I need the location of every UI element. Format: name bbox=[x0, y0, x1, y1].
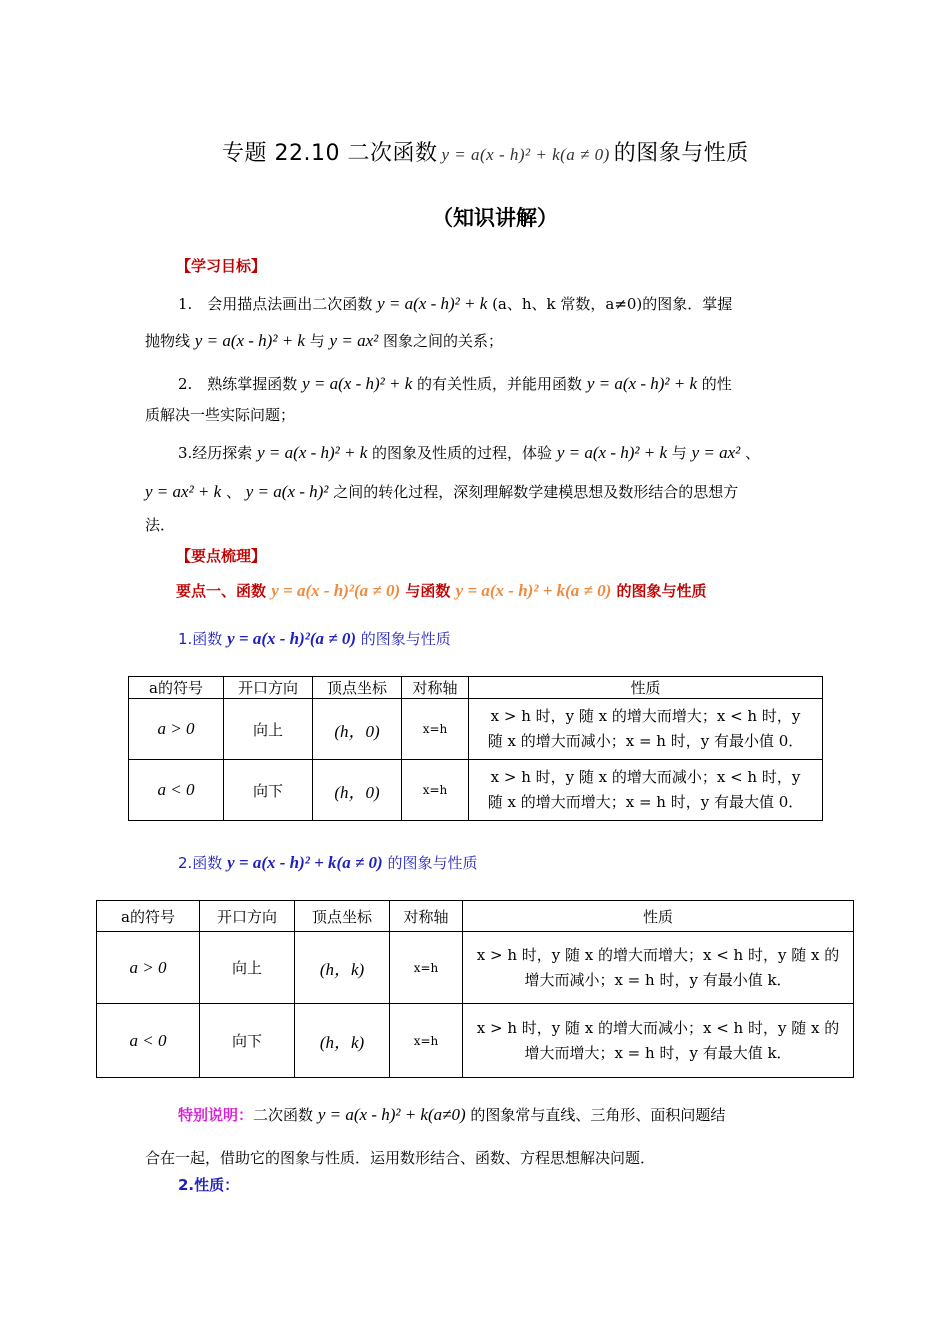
keypoints-heading: 【要点梳理】 bbox=[176, 547, 267, 565]
special-note-line2: 合在一起，借助它的图象与性质．运用数形结合、函数、方程思想解决问题． bbox=[145, 1149, 656, 1167]
sign-cell: a < 0 bbox=[129, 760, 224, 821]
goal-2-line1: 2. 熟练掌握函数 y = a(x - h)² + k 的有关性质，并能用函数 y = a(x - h)² + k 的性 bbox=[178, 374, 732, 393]
table-row bbox=[129, 760, 823, 821]
axis-cell: x=h bbox=[390, 1004, 463, 1078]
property-cell: x > h 时，y 随 x 的增大而增大；x < h 时，y 随 x 的 增大而减小；x = h 时，y 有最小值 k． bbox=[463, 932, 854, 1004]
page-subtitle: （知识讲解） bbox=[432, 206, 558, 230]
table-1-header: 对称轴 bbox=[402, 677, 469, 699]
nature-heading: 2.性质： bbox=[178, 1176, 240, 1194]
goal-1-line2: 抛物线 y = a(x - h)² + k 与 y = ax² 图象之间的关系； bbox=[145, 331, 504, 350]
table-2 bbox=[96, 900, 854, 1078]
table-2-header: 顶点坐标 bbox=[295, 901, 390, 932]
title-formula: y = a(x - h)² + k(a ≠ 0) bbox=[441, 145, 610, 164]
table-1-header: 顶点坐标 bbox=[313, 677, 402, 699]
sign-cell: a < 0 bbox=[97, 1004, 200, 1078]
goal-2-line2: 质解决一些实际问题； bbox=[145, 406, 296, 424]
goals-heading: 【学习目标】 bbox=[176, 257, 267, 275]
open-cell: 向上 bbox=[200, 932, 295, 1004]
axis-cell: x=h bbox=[402, 699, 469, 760]
axis-cell: x=h bbox=[402, 760, 469, 821]
property-cell: x > h 时，y 随 x 的增大而增大；x < h 时，y 随 x 的增大而减小；x = h 时，y 有最小值 0． bbox=[469, 699, 823, 760]
property-cell: x > h 时，y 随 x 的增大而减小；x < h 时，y 随 x 的增大而增大；x = h 时，y 有最大值 0． bbox=[469, 760, 823, 821]
goal-3-line2: y = ax² + k 、 y = a(x - h)² 之间的转化过程，深刻理解数学建模思想及数形结合的思想方 bbox=[145, 482, 739, 501]
vertex-cell: (h，k) bbox=[295, 1004, 390, 1078]
goal-1-line1: 1. 会用描点法画出二次函数 y = a(x - h)² + k (a、h、k 常数，a≠0)的图象．掌握 bbox=[178, 294, 733, 313]
open-cell: 向下 bbox=[224, 760, 313, 821]
table-row bbox=[97, 932, 854, 1004]
table-1-header: 性质 bbox=[469, 677, 823, 699]
goal-3-line1: 3.经历探索 y = a(x - h)² + k 的图象及性质的过程，体验 y = a(x - h)² + k 与 y = ax² 、 bbox=[178, 443, 761, 462]
table-2-header: 性质 bbox=[463, 901, 854, 932]
sign-cell: a > 0 bbox=[97, 932, 200, 1004]
table-1-header: a的符号 bbox=[129, 677, 224, 699]
table-2-header: a的符号 bbox=[97, 901, 200, 932]
sign-cell: a > 0 bbox=[129, 699, 224, 760]
table-2-header: 对称轴 bbox=[390, 901, 463, 932]
property-cell: x > h 时，y 随 x 的增大而减小；x < h 时，y 随 x 的 增大而增大；x = h 时，y 有最大值 k． bbox=[463, 1004, 854, 1078]
subpoint-2-title: 2.函数 y = a(x - h)² + k(a ≠ 0) 的图象与性质 bbox=[178, 853, 478, 872]
table-1 bbox=[128, 676, 823, 821]
open-cell: 向下 bbox=[200, 1004, 295, 1078]
vertex-cell: (h，0) bbox=[313, 760, 402, 821]
axis-cell: x=h bbox=[390, 932, 463, 1004]
vertex-cell: (h，0) bbox=[313, 699, 402, 760]
table-1-header: 开口方向 bbox=[224, 677, 313, 699]
open-cell: 向上 bbox=[224, 699, 313, 760]
keypoint-1-title: 要点一、函数 y = a(x - h)²(a ≠ 0) 与函数 y = a(x - h)² + k(a ≠ 0) 的图象与性质 bbox=[176, 581, 707, 600]
page-title: 专题 22.10 二次函数 y = a(x - h)² + k(a ≠ 0) 的图象与性质 bbox=[222, 141, 749, 166]
vertex-cell: (h，k) bbox=[295, 932, 390, 1004]
table-2-header: 开口方向 bbox=[200, 901, 295, 932]
goal-3-line3: 法． bbox=[145, 516, 176, 534]
subpoint-1-title: 1.函数 y = a(x - h)²(a ≠ 0) 的图象与性质 bbox=[178, 629, 451, 648]
special-note-line1: 特别说明：二次函数 y = a(x - h)² + k(a≠0) 的图象常与直线、三角形、面积问题结 bbox=[178, 1105, 726, 1124]
table-row bbox=[97, 1004, 854, 1078]
table-row bbox=[129, 699, 823, 760]
